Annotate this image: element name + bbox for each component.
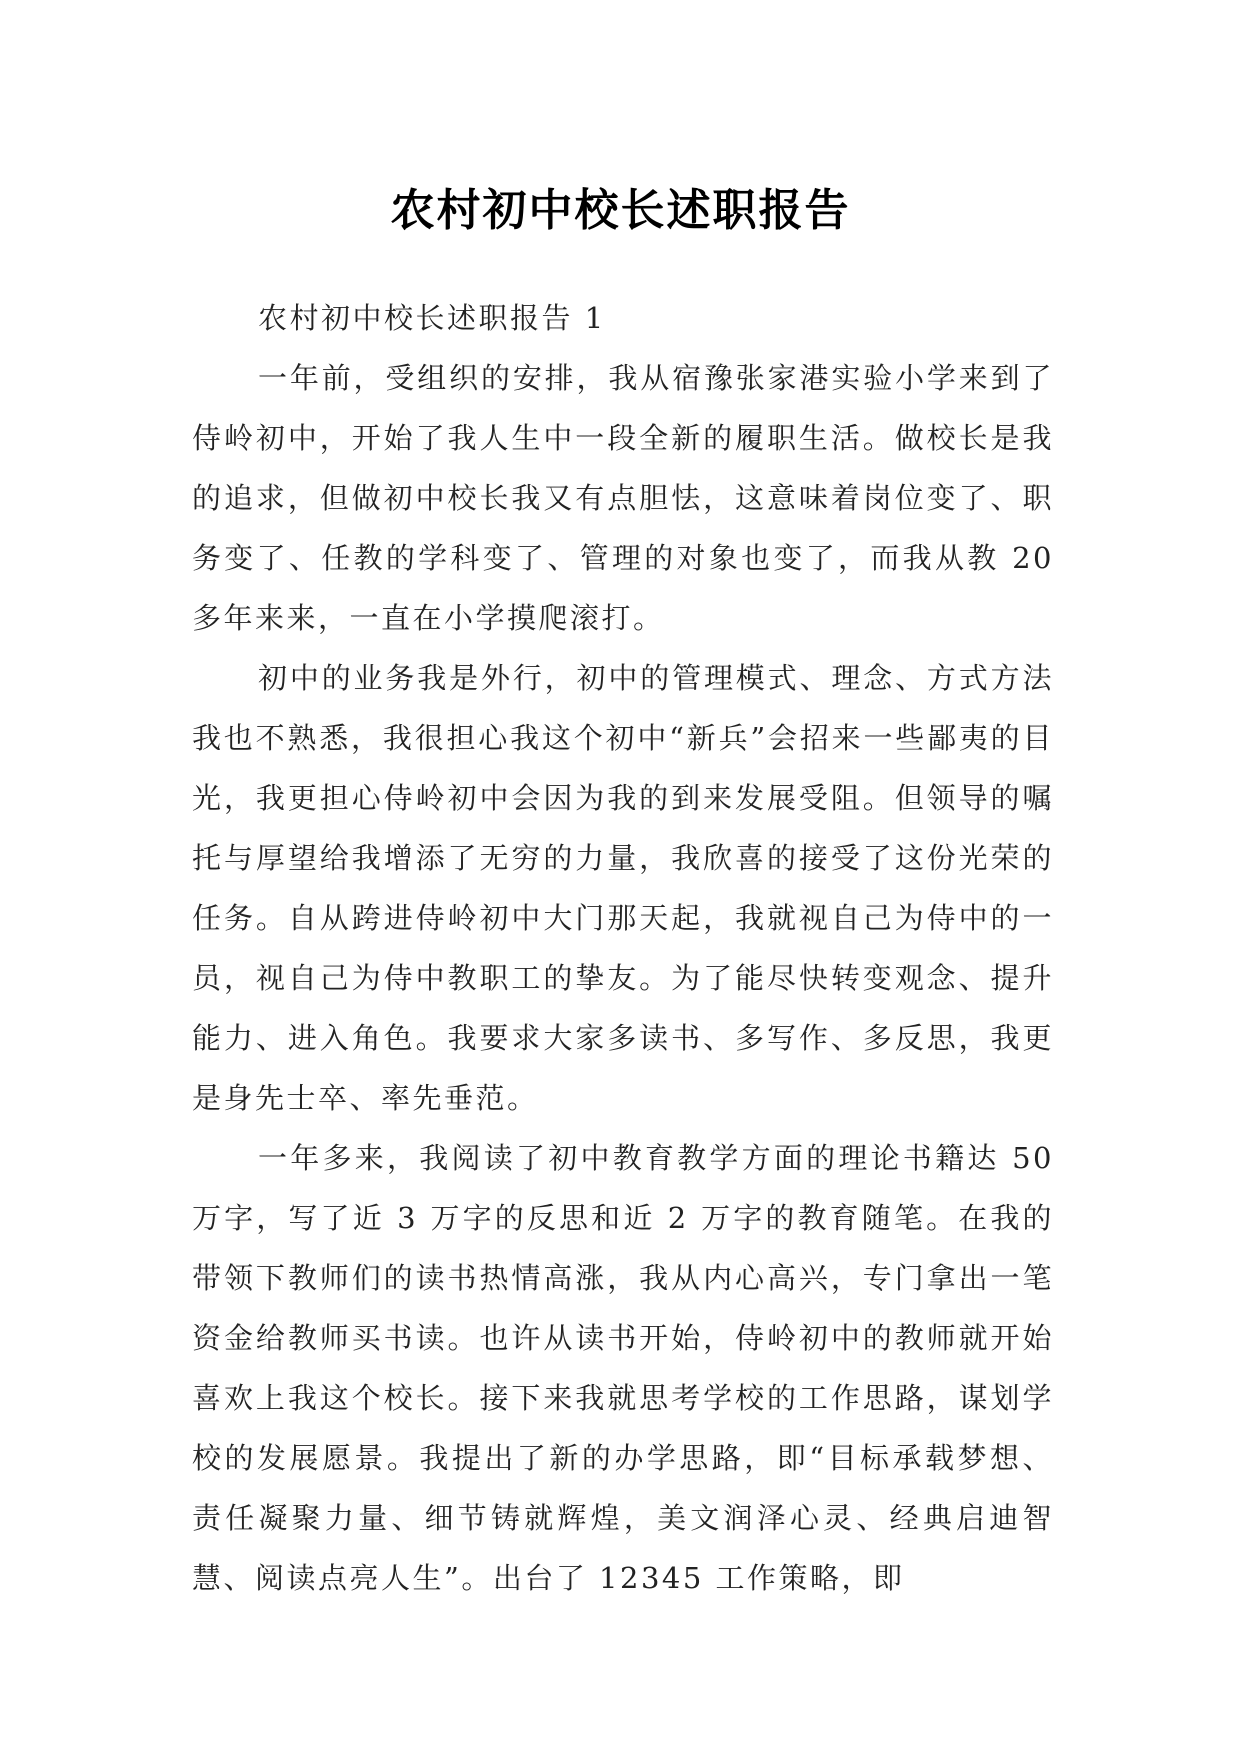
body-paragraph: 一年多来，我阅读了初中教育教学方面的理论书籍达 50 万字，写了近 3 万字的反思和近 2 万字的教育随笔。在我的带领下教师们的读书热情高涨，我从内心高兴，专门拿出一笔资金给教师买书读。也许从读书开始，侍岭初中的教师就开始喜欢上我这个校长。接下来我就思考学校的工作思路，谋划学校的发展愿景。我提出了新的办学思路，即“目标承载梦想、责任凝聚力量、细节铸就辉煌，美文润泽心灵、经典启迪智慧、阅读点亮人生”。出台了 12345 工作策略，即 (192, 1141, 1054, 1595)
body-paragraph: 初中的业务我是外行，初中的管理模式、理念、方式方法我也不熟悉，我很担心我这个初中“新兵”会招来一些鄙夷的目光，我更担心侍岭初中会因为我的到来发展受阻。但领导的嘱托与厚望给我增添了无穷的力量，我欣喜的接受了这份光荣的任务。自从跨进侍岭初中大门那天起，我就视自己为侍中的一员，视自己为侍中教职工的挚友。为了能尽快转变观念、提升能力、进入角色。我要求大家多读书、多写作、多反思，我更是身先士卒、率先垂范。 (192, 661, 1054, 1115)
body-paragraph: 一年前，受组织的安排，我从宿豫张家港实验小学来到了侍岭初中，开始了我人生中一段全新的履职生活。做校长是我的追求，但做初中校长我又有点胆怯，这意味着岗位变了、职务变了、任教的学科变了、管理的对象也变了，而我从教 20 多年来来，一直在小学摸爬滚打。 (192, 361, 1054, 635)
document-body (192, 288, 1054, 1608)
document-title: 农村初中校长述职报告 (390, 185, 851, 237)
report-heading-paragraph: 农村初中校长述职报告 1 (258, 301, 606, 335)
